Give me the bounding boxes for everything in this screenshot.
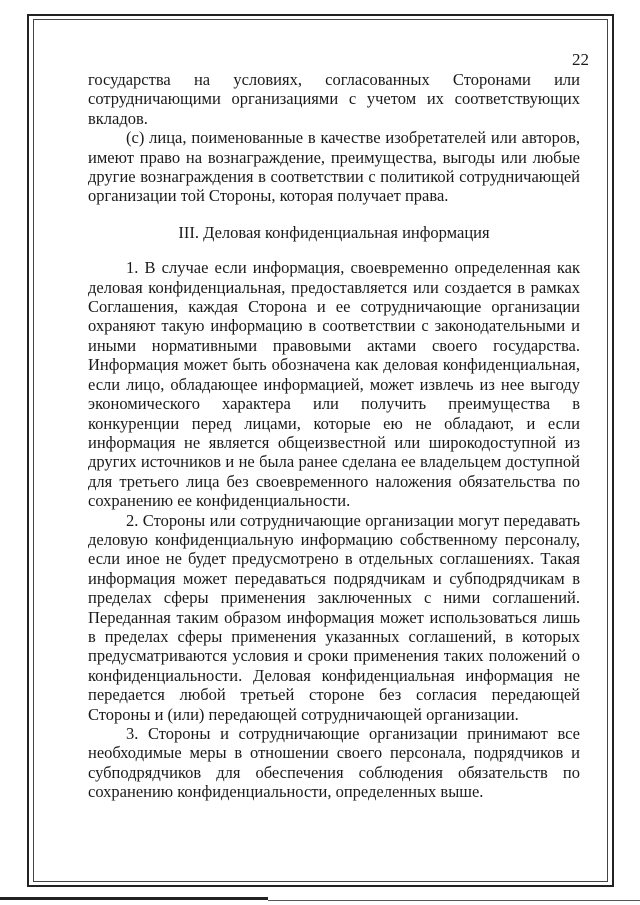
document-body [88, 70, 580, 802]
paragraph-2: 2. Стороны или сотрудничающие организации могут передавать деловую конфиденциальную информацию собственному персоналу, если иное не будет предусмотрено в отдельных соглашениях. Такая информация может передаваться подрядчикам и субподрядчикам в пределах сферы применения заключенных с ними соглашений. Переданная таким образом информация может использоваться лишь в пределах сферы применения указанных соглашений, в которых предусматриваются условия и сроки применения таких положений о конфиденциальности. Деловая конфиденциальная информация не передается любой третьей стороне без согласия передающей Стороны и (или) передающей сотрудничающей организации. [88, 510, 580, 724]
paragraph-3: 3. Стороны и сотрудничающие организации принимают все необходимые меры в отношении своего персонала, подрядчиков и субподрядчиков для обеспечения соблюдения обязательств по сохранению конфиденциальности, определенных выше. [88, 724, 580, 802]
page-number: 22 [572, 50, 589, 69]
paragraph-continuation: государства на условиях, согласованных Сторонами или сотрудничающими организациями с учетом их соответствующих вкладов. [88, 70, 580, 128]
paragraph-1: 1. В случае если информация, своевременно определенная как деловая конфиденциальная, предоставляется или создается в рамках Соглашения, каждая Сторона и ее сотрудничающие организации охраняют такую информацию в соответствии с законодательными и иными нормативными правовыми актами своего государства. Информация может быть обозначена как деловая конфиденциальная, если лицо, обладающее информацией, может извлечь из нее выгоду экономического характера или получить преимущества в конкуренции перед лицами, которые ею не обладают, и если информация не является общеизвестной или широкодоступной из других источников и не была ранее сделана ее владельцем доступной для третьего лица без своевременного наложения обязательства по сохранению ее конфиденциальности. [88, 258, 580, 511]
paragraph-c: (с) лица, поименованные в качестве изобретателей или авторов, имеют право на вознаграждение, преимущества, выгоды или любые другие вознаграждения в соответствии с политикой сотрудничающей организации той Стороны, которая получает права. [88, 128, 580, 206]
bottom-rule [0, 897, 268, 900]
section-heading: III. Деловая конфиденциальная информация [178, 222, 490, 242]
bottom-rule-thin [268, 900, 640, 901]
